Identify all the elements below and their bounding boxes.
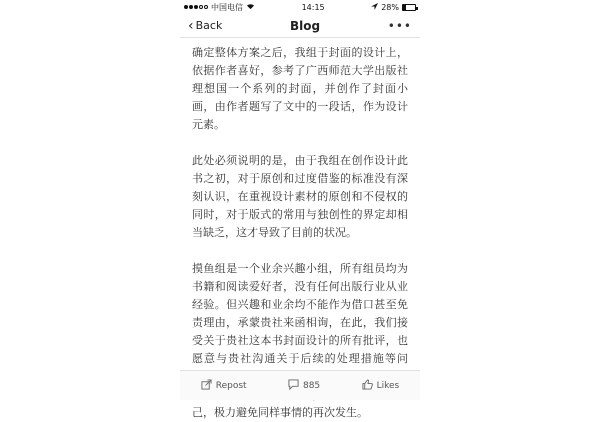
comment-button[interactable] bbox=[288, 379, 320, 393]
signal-strength-icon bbox=[184, 5, 208, 9]
comment-icon bbox=[288, 379, 299, 393]
location-icon bbox=[371, 3, 378, 12]
thumbs-up-icon bbox=[362, 379, 373, 393]
like-button[interactable] bbox=[362, 379, 400, 393]
battery-fill bbox=[403, 5, 406, 10]
chevron-left-icon: ‹ bbox=[188, 17, 194, 34]
article-paragraph: 确定整体方案之后，我组于封面的设计上，依据作者喜好，参考了广西师范大学出版社理想国一个系列的封面，并创作了封面小画，由作者题写了文中的一段话，作为设计元素。 bbox=[192, 46, 408, 131]
back-label: Back bbox=[195, 19, 223, 32]
article-body bbox=[180, 38, 420, 422]
clock: 14:15 bbox=[301, 2, 325, 12]
carrier-label: 中国电信 bbox=[211, 2, 243, 12]
battery-icon bbox=[402, 4, 416, 11]
article-paragraph: 此处必须说明的是，由于我组在创作设计此书之初，对于原创和过度借鉴的标准没有深刻认识，在重视设计素材的原创和不侵权的同时，对于版式的常用与独创性的界定却相当缺乏，这才导致了目前的状况。 bbox=[192, 154, 408, 239]
action-bar bbox=[180, 370, 420, 400]
status-bar bbox=[180, 0, 420, 14]
article-paragraph: 摸鱼组是一个业余兴趣小组，所有组员均为书籍和阅读爱好者，没有任何出版行业从业经验。但兴趣和业余均不能作为借口甚至免责理由，承蒙贵社来函相询，在此，我们接受关于贵社这本书封面设计的所有批评，也愿意与贵社沟通关于后续的处理措施等问 己，极力避免同样事情的再次发生。 bbox=[192, 262, 408, 419]
repost-label: Repost bbox=[215, 380, 247, 391]
navigation-bar bbox=[180, 14, 420, 38]
status-left bbox=[184, 2, 255, 13]
likes-label: Likes bbox=[376, 380, 400, 391]
more-icon[interactable]: ••• bbox=[387, 18, 412, 33]
wifi-icon bbox=[246, 3, 255, 12]
battery-percent: 28% bbox=[381, 2, 399, 12]
comment-count: 885 bbox=[302, 380, 321, 391]
page-title: Blog bbox=[290, 18, 321, 33]
repost-icon bbox=[201, 379, 212, 393]
repost-button[interactable] bbox=[201, 379, 247, 393]
phone-screen bbox=[180, 0, 420, 419]
back-button[interactable] bbox=[188, 19, 222, 33]
status-right bbox=[371, 3, 416, 12]
